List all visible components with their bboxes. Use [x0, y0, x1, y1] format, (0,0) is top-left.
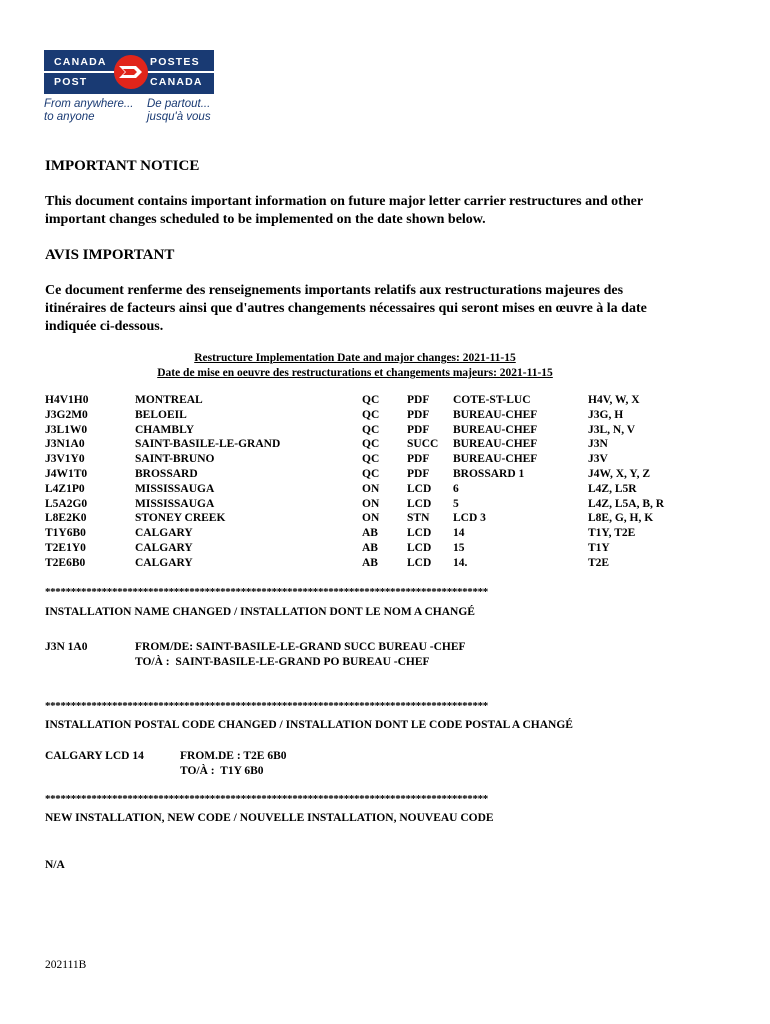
cell-city: CALGARY	[135, 541, 193, 554]
cell-province: QC	[362, 408, 380, 421]
cell-type: PDF	[407, 423, 430, 436]
cell-city: SAINT-BASILE-LE-GRAND	[135, 438, 281, 451]
cell-installation: COTE-ST-LUC	[453, 394, 531, 406]
cell-city: BROSSARD	[135, 467, 198, 480]
cell-postal-code: L8E2K0	[45, 512, 87, 525]
cell-city: CALGARY	[135, 527, 193, 540]
cell-type: PDF	[407, 467, 430, 480]
cell-postal-code: J3N1A0	[45, 438, 85, 451]
cell-postal-code: T1Y6B0	[45, 527, 86, 540]
name-change-heading: INSTALLATION NAME CHANGED / INSTALLATION DONT LE NOM A CHANGÉ	[45, 606, 475, 618]
cell-postal-code: H4V1H0	[45, 394, 89, 406]
notice-body-fr: Ce document renferme des renseignements importants relatifs aux restructurations majeures des itinéraires de facteurs ainsi que d'autres changements nécessaires qui seront mises en œuvre à la date indiquée ci-dessous.	[45, 283, 647, 334]
logo-box	[44, 50, 214, 94]
canada-post-emblem-icon	[112, 53, 150, 91]
cell-fsa-list: L4Z, L5A, B, R	[588, 497, 665, 510]
cell-installation: 15	[453, 541, 465, 554]
cell-city: CHAMBLY	[135, 423, 194, 436]
cell-type: PDF	[407, 453, 430, 466]
cell-province: QC	[362, 423, 380, 436]
cell-type: LCD	[407, 556, 432, 569]
logo-text-canada: CANADA	[54, 56, 107, 68]
logo-text-canada-fr: CANADA	[150, 76, 203, 88]
cell-fsa-list: J3G, H	[588, 408, 624, 421]
cell-province: QC	[362, 453, 380, 466]
slogan-en	[44, 98, 144, 124]
cell-type: PDF	[407, 394, 430, 406]
cell-type: LCD	[407, 497, 432, 510]
cell-postal-code: L4Z1P0	[45, 482, 85, 495]
logo-text-post: POST	[54, 76, 88, 88]
separator-1: **************************************************************************************	[45, 586, 488, 598]
cell-type: LCD	[407, 482, 432, 495]
cell-postal-code: J4W1T0	[45, 467, 88, 480]
cell-postal-code: T2E6B0	[45, 556, 86, 569]
cell-installation: LCD 3	[453, 512, 486, 525]
postal-change-to: TO/À : T1Y 6B0	[180, 765, 264, 777]
name-change-from: FROM/DE: SAINT-BASILE-LE-GRAND SUCC BUREAU -CHEF	[135, 641, 466, 653]
cell-province: QC	[362, 438, 380, 451]
cell-city: CALGARY	[135, 556, 193, 569]
cell-postal-code: L5A2G0	[45, 497, 88, 510]
cell-fsa-list: T2E	[588, 556, 610, 569]
cell-installation: 14	[453, 527, 465, 540]
cell-type: LCD	[407, 527, 432, 540]
cell-fsa-list: T1Y, T2E	[588, 527, 636, 540]
slogan-fr-line-2: jusqu'à vous	[147, 111, 211, 123]
logo-text-postes: POSTES	[150, 56, 200, 68]
separator-2: **************************************************************************************	[45, 700, 488, 712]
restructure-date-block	[45, 351, 665, 381]
slogan-fr-line-1: De partout...	[147, 98, 211, 110]
new-install-value: N/A	[45, 859, 65, 871]
cell-fsa-list: J4W, X, Y, Z	[588, 467, 650, 480]
postal-change-label: CALGARY LCD 14	[45, 750, 144, 762]
cell-province: ON	[362, 512, 380, 525]
cell-province: QC	[362, 467, 380, 480]
cell-fsa-list: L8E, G, H, K	[588, 512, 654, 525]
restructure-date-fr: Date de mise en oeuvre des restructurations et changements majeurs: 2021-11-15	[157, 367, 553, 379]
cell-type: SUCC	[407, 438, 439, 451]
name-change-to: TO/À : SAINT-BASILE-LE-GRAND PO BUREAU -CHEF	[135, 656, 430, 668]
cell-type: STN	[407, 512, 430, 525]
cell-city: MONTREAL	[135, 394, 203, 406]
cell-province: QC	[362, 394, 380, 406]
restructure-date-en: Restructure Implementation Date and major changes: 2021-11-15	[194, 352, 516, 364]
name-change-code: J3N 1A0	[45, 641, 88, 653]
cell-postal-code: T2E1Y0	[45, 541, 86, 554]
notice-body-en: This document contains important information on future major letter carrier restructures and other important changes scheduled to be implemented on the date shown below.	[45, 194, 643, 227]
canada-post-logo	[44, 50, 214, 123]
cell-province: ON	[362, 482, 380, 495]
cell-type: PDF	[407, 408, 430, 421]
cell-fsa-list: L4Z, L5R	[588, 482, 637, 495]
cell-postal-code: J3L1W0	[45, 423, 88, 436]
slogan-en-line-1: From anywhere...	[44, 98, 134, 110]
cell-city: MISSISSAUGA	[135, 497, 215, 510]
slogan-en-line-2: to anyone	[44, 111, 95, 123]
cell-province: ON	[362, 497, 380, 510]
cell-installation: BUREAU-CHEF	[453, 453, 538, 466]
cell-installation: 6	[453, 482, 459, 495]
separator-3: **************************************************************************************	[45, 793, 488, 805]
notice-title-fr: AVIS IMPORTANT	[45, 247, 175, 263]
cell-province: AB	[362, 556, 378, 569]
cell-postal-code: J3G2M0	[45, 408, 88, 421]
cell-postal-code: J3V1Y0	[45, 453, 85, 466]
cell-installation: BROSSARD 1	[453, 467, 525, 480]
cell-fsa-list: J3N	[588, 438, 608, 451]
cell-fsa-list: J3V	[588, 453, 608, 466]
cell-city: BELOEIL	[135, 408, 187, 421]
notice-title-en: IMPORTANT NOTICE	[45, 158, 200, 174]
cell-fsa-list: J3L, N, V	[588, 423, 636, 436]
cell-installation: BUREAU-CHEF	[453, 423, 538, 436]
cell-installation: BUREAU-CHEF	[453, 408, 538, 421]
cell-province: AB	[362, 527, 378, 540]
cell-installation: 5	[453, 497, 459, 510]
postal-change-heading: INSTALLATION POSTAL CODE CHANGED / INSTALLATION DONT LE CODE POSTAL A CHANGÉ	[45, 719, 573, 731]
postal-change-from: FROM.DE : T2E 6B0	[180, 750, 287, 762]
cell-city: STONEY CREEK	[135, 512, 226, 525]
document-code: 202111B	[45, 959, 87, 971]
cell-fsa-list: H4V, W, X	[588, 394, 640, 406]
cell-installation: BUREAU-CHEF	[453, 438, 538, 451]
cell-province: AB	[362, 541, 378, 554]
new-install-heading: NEW INSTALLATION, NEW CODE / NOUVELLE INSTALLATION, NOUVEAU CODE	[45, 812, 494, 824]
cell-fsa-list: T1Y	[588, 541, 610, 554]
cell-type: LCD	[407, 541, 432, 554]
cell-city: MISSISSAUGA	[135, 482, 215, 495]
cell-city: SAINT-BRUNO	[135, 453, 215, 466]
slogan-fr	[147, 98, 247, 124]
cell-installation: 14.	[453, 556, 468, 569]
